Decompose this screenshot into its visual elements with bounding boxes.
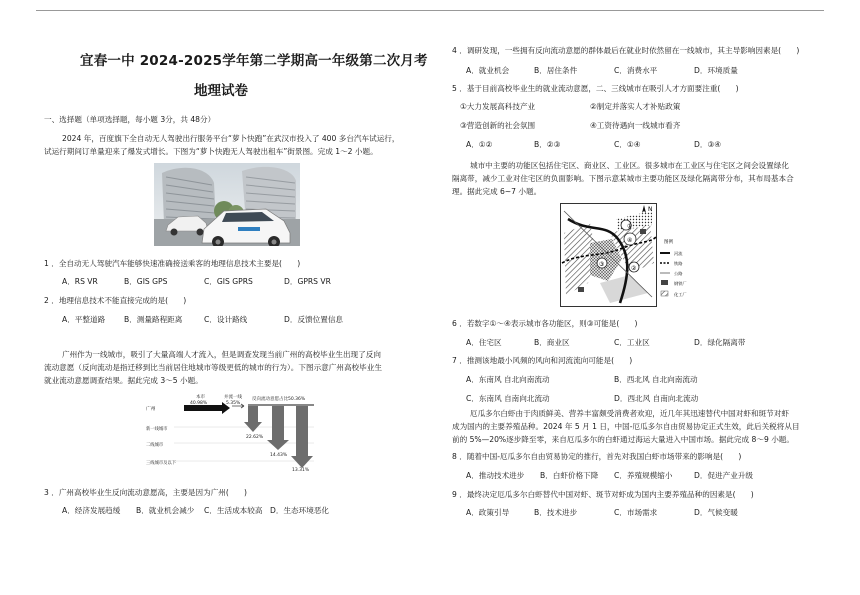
legend-railway: 铁路 (674, 261, 683, 266)
q2-option-c[interactable]: C．设计路线 (204, 315, 248, 324)
q8-option-a[interactable]: A．推动技术进步 (466, 471, 525, 480)
q9-option-b[interactable]: B．技术进步 (534, 508, 578, 517)
q9-option-a[interactable]: A．政策引导 (466, 508, 510, 517)
exam-title: 宜春一中 2024-2025学年第二学期高一年级第二次月考 (80, 53, 428, 69)
q6-option-c[interactable]: C．工业区 (614, 338, 650, 347)
flow-top-left-pct: 40.98% (190, 401, 208, 406)
flow-row-second: 二线城市 (146, 443, 164, 448)
flow-row-new-first: 新一线城市 (146, 427, 168, 432)
q3-option-c[interactable]: C．生活成本较高 (204, 506, 263, 515)
q4-option-d[interactable]: D．环境质量 (694, 66, 738, 75)
q7-option-d[interactable]: D．西北风 自南向北流动 (614, 394, 699, 403)
zone-label-1: ① (627, 223, 633, 230)
flow-top-left: 本市 (196, 395, 205, 400)
flow-top-right: 反向流动意愿占比50.36% (252, 397, 306, 402)
q5-item-2: ②制定并落实人才补贴政策 (590, 102, 681, 111)
city-function-map (560, 203, 696, 307)
context4-line2: 成为国内的主要养殖品种。2024 年 5 月 1 日，中国-厄瓜多尔自由贸易协定正式生效，此后关税将从目 (452, 422, 800, 431)
q2-option-d[interactable]: D．反馈位置信息 (284, 315, 344, 324)
q5-item-3: ③营造创新的社会氛围 (460, 121, 536, 130)
robotaxi-street-photo (154, 163, 300, 246)
q4-option-c[interactable]: C．消费水平 (614, 66, 658, 75)
legend-road: 公路 (674, 271, 683, 276)
q3-stem: 3 ．广州高校毕业生反向流动意愿高，主要是因为广州( ) (44, 488, 248, 497)
flow-pct-new-first: 22.62% (246, 435, 264, 440)
context1-line1: 2024 年，百度旗下全自动无人驾驶出行服务平台“萝卜快跑”在武汉市投入了 400 多台汽车试运行， (62, 134, 400, 143)
q7-option-b[interactable]: B．西北风 自北向南流动 (614, 375, 698, 384)
context2-line1: 广州作为一线城市，吸引了大量高端人才流入，但是调查发现当前广州的高校毕业生出现了反向 (62, 350, 381, 359)
flow-row-third: 三线城市及以下 (146, 461, 177, 466)
flow-pct-third: 13.31% (292, 468, 310, 472)
q5-option-d[interactable]: D．③④ (694, 140, 722, 149)
section-heading: 一、选择题（单项选择题，每小题 3分，共 48分） (44, 115, 216, 124)
q6-stem: 6 ．若数字①～④表示城市各功能区，则③可能是( ) (452, 319, 638, 328)
q6-option-a[interactable]: A．住宅区 (466, 338, 502, 347)
q7-option-c[interactable]: C．东南风 自南向北流动 (466, 394, 550, 403)
q6-option-b[interactable]: B．商业区 (534, 338, 570, 347)
q9-option-d[interactable]: D．气候变暖 (694, 508, 738, 517)
context4-line3: 前的 5%—20%逐步降至零，来自厄瓜多尔的白虾通过海运大量进入中国市场。据此完成 8～9 小题。 (452, 435, 794, 444)
q2-option-b[interactable]: B．测量路程距离 (124, 315, 183, 324)
context2-line3: 就业流动意愿调查结果。据此完成 3～5 小题。 (44, 376, 203, 385)
q6-option-d[interactable]: D．绿化隔离带 (694, 338, 746, 347)
q8-option-b[interactable]: B．白虾价格下降 (540, 471, 599, 480)
q5-option-c[interactable]: C．①④ (614, 140, 641, 149)
q8-stem: 8 ．随着中国-厄瓜多尔自由贸易协定的推行，首先对我国白虾市场带来的影响是( ) (452, 452, 742, 461)
q8-option-c[interactable]: C．养殖规模缩小 (614, 471, 673, 480)
q1-option-b[interactable]: B．GIS GPS (124, 277, 168, 286)
q9-option-c[interactable]: C．市场需求 (614, 508, 658, 517)
q5-option-a[interactable]: A．①② (466, 140, 493, 149)
flow-pct-second: 14.43% (270, 453, 288, 458)
context4-line1: 厄瓜多尔白虾由于肉质鲜美、营养丰富颇受消费者欢迎，近几年其迅速替代中国对虾和斑节对虾 (470, 409, 789, 418)
top-rule (36, 10, 824, 11)
q8-option-d[interactable]: D．促进产业升级 (694, 471, 754, 480)
q5-stem: 5 ．基于目前高校毕业生的就业流动意愿，二、三线城市在吸引人才方面要注重( ) (452, 84, 739, 93)
subject-title: 地理试卷 (194, 83, 248, 99)
q1-option-d[interactable]: D．GPRS VR (284, 277, 331, 286)
q4-option-a[interactable]: A．就业机会 (466, 66, 510, 75)
q1-option-c[interactable]: C．GIS GPRS (204, 277, 253, 286)
zone-label-3: ③ (599, 261, 605, 268)
context3-line3: 理。据此完成 6~7 小题。 (452, 187, 542, 196)
q7-option-a[interactable]: A．东南风 自北向南流动 (466, 375, 550, 384)
context2-line2: 流动意愿（反向流动是指迁移到比当前居住地城市等级更低的城市的行为）。下图示意广州高校毕业生 (44, 363, 382, 372)
context3-line2: 隔离带，减少工业对住宅区的负面影响。下图示意某城市主要功能区及绿化隔离带分布，其布局基本合 (452, 174, 794, 183)
q9-stem: 9 ．最终决定厄瓜多尔白虾替代中国对虾、斑节对虾成为国内主要养殖品种的因素是( ) (452, 490, 754, 499)
q5-item-4: ④工资待遇向一线城市看齐 (590, 121, 681, 130)
graduate-flow-chart (144, 392, 320, 472)
q1-option-a[interactable]: A．RS VR (62, 277, 98, 286)
legend-chemical: 化工厂 (674, 292, 687, 297)
zone-label-4: ④ (627, 237, 633, 244)
context1-line2: 试运行期间订单量迎来了爆发式增长。下图为“萝卜快跑无人驾驶出租车”街景图。完成 1～2 小题。 (44, 147, 378, 156)
context3-line1: 城市中主要的功能区包括住宅区、商业区、工业区。很多城市在工业区与住宅区之间会设置绿化 (470, 161, 789, 170)
q4-option-b[interactable]: B．居住条件 (534, 66, 578, 75)
q5-option-b[interactable]: B．②③ (534, 140, 561, 149)
q3-option-a[interactable]: A．经济发展趋缓 (62, 506, 121, 515)
q5-item-1: ①大力发展高科技产业 (460, 102, 536, 111)
q3-option-b[interactable]: B．就业机会减少 (136, 506, 195, 515)
q2-stem: 2 ．地理信息技术不能直接完成的是( ) (44, 296, 187, 305)
north-label: N (648, 206, 653, 213)
legend-river: 河流 (674, 251, 683, 256)
q4-stem: 4 ．调研发现，一些拥有反向流动意愿的群体最后在就业时依然留在一线城市，其主导影响因素是( ) (452, 46, 800, 55)
zone-label-2: ② (631, 265, 637, 272)
flow-row-guangzhou: 广州 (146, 407, 156, 412)
q2-option-a[interactable]: A．平整道路 (62, 315, 106, 324)
q7-stem: 7 ．推测该地最小风频的风向和河流流向可能是( ) (452, 356, 633, 365)
q1-stem: 1 ．全自动无人驾驶汽车能够快速准确接送乘客的地理信息技术主要是( ) (44, 259, 301, 268)
flow-top-mid: 并流一线 (224, 395, 242, 400)
q3-option-d[interactable]: D．生态环境恶化 (270, 506, 330, 515)
flow-top-mid-pct: 5.35% (226, 401, 241, 406)
legend-steel: 钢铁厂 (674, 281, 687, 286)
legend-title: 图例 (664, 240, 673, 245)
